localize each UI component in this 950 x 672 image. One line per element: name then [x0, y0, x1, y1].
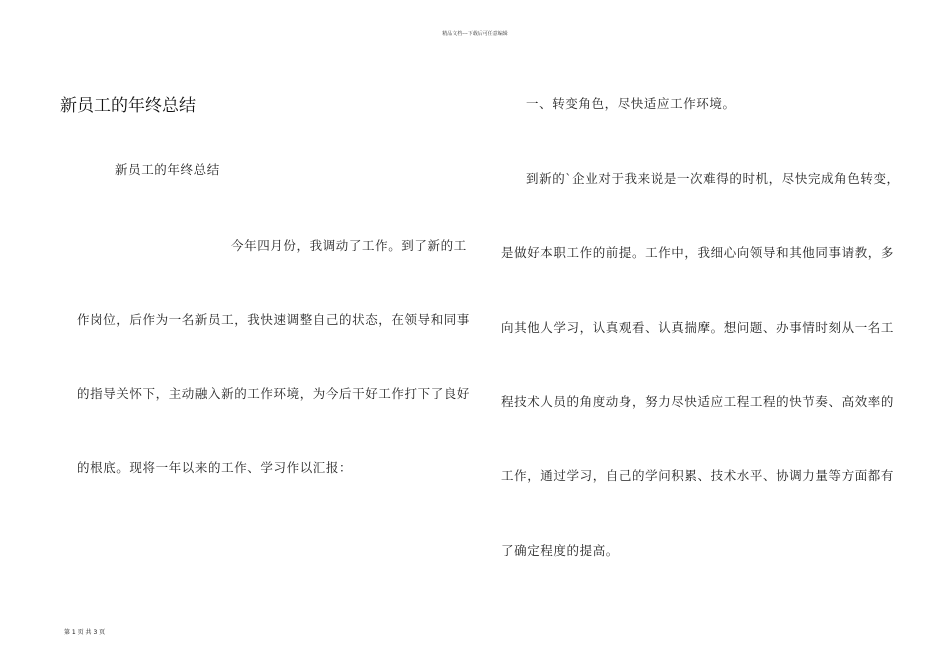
right-paragraph-line: 程技术人员的角度动身，努力尽快适应工程工程的快节奏、高效率的: [501, 394, 895, 409]
header-note: 精品文档---下载后可任意编辑: [442, 31, 508, 37]
section-heading: 一、转变角色，尽快适应工作环境。: [526, 96, 736, 111]
right-paragraph-line: 到新的`企业对于我来说是一次难得的时机，尽快完成角色转变，: [526, 171, 900, 186]
left-paragraph-line: 的根底。现将一年以来的工作、学习作以汇报：: [77, 460, 353, 475]
left-paragraph-line: 的指导关怀下，主动融入新的工作环境，为今后干好工作打下了良好: [77, 386, 471, 401]
left-paragraph-line: 今年四月份，我调动了工作。到了新的工: [231, 238, 467, 253]
document-title: 新员工的年终总结: [60, 96, 196, 116]
right-paragraph-line: 是做好本职工作的前提。工作中，我细心向领导和其他同事请教，多: [501, 245, 895, 260]
right-paragraph-line: 了确定程度的提高。: [501, 543, 619, 558]
right-paragraph-line: 工作，通过学习，自己的学问积累、技术水平、协调力量等方面都有: [501, 468, 895, 483]
page-number-footer: 第 1 页 共 3 页: [64, 629, 106, 636]
left-paragraph-line: 作岗位，后作为一名新员工，我快速调整自己的状态，在领导和同事: [77, 312, 471, 327]
right-paragraph-line: 向其他人学习，认真观看、认真揣摩。想问题、办事情时刻从一名工: [501, 320, 895, 335]
left-subtitle: 新员工的年终总结: [115, 162, 220, 177]
